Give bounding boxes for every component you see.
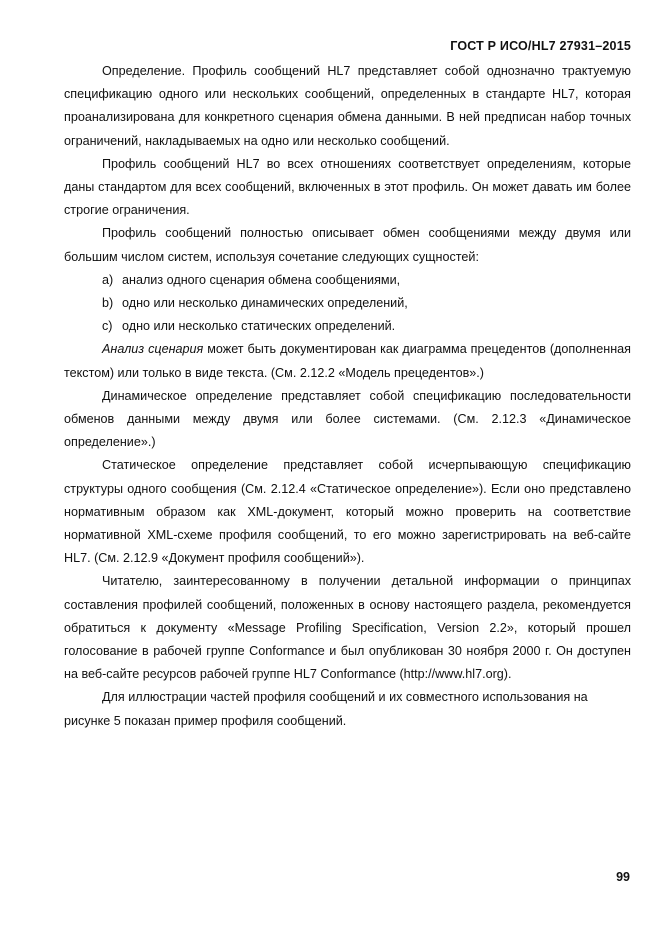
list-item bbox=[64, 315, 631, 338]
list-marker: c) bbox=[102, 319, 113, 334]
paragraph-dynamic-definition: Динамическое определение представляет собой спецификацию последовательности обменов данными между двумя или более системами. (См. 2.12.3 «Динамическое определение».) bbox=[64, 388, 631, 450]
list-item-text: одно или несколько динамических определений, bbox=[122, 296, 408, 311]
paragraph-entities: Профиль сообщений полностью описывает обмен сообщениями между двумя или большим числом систем, используя сочетание следующих сущностей: bbox=[64, 226, 631, 264]
paragraph-static-definition: Статическое определение представляет собой исчерпывающую спецификацию структуры одного сообщения (См. 2.12.4 «Статическое определение»). Если оно представлено нормативным образом как XML-документ, который можно проверить на соответствие нормативной XML-схеме профиля сообщений, то его можно зарегистрировать на веб-сайте HL7. (См. 2.12.9 «Документ профиля сообщений»). bbox=[64, 458, 631, 566]
paragraph-definition: Определение. Профиль сообщений HL7 представляет собой однозначно трактуемую спецификацию одного или нескольких сообщений, определенных в стандарте HL7, которая проанализирована для конкретного сценария обмена данными. В ней предписан набор точных ограничений, накладываемых на одно или несколько сообщений. bbox=[64, 64, 631, 148]
list-marker: b) bbox=[102, 296, 114, 311]
body-text bbox=[64, 60, 631, 733]
page-number: 99 bbox=[616, 870, 630, 884]
standard-header: ГОСТ Р ИСО/HL7 27931–2015 bbox=[450, 39, 631, 53]
paragraph-scenario-text: может быть документирован как диаграмма прецедентов (дополненная текстом) или только в виде текста. (См. 2.12.2 «Модель прецедентов».) bbox=[64, 342, 632, 380]
paragraph-scenario-analysis bbox=[64, 338, 631, 384]
list-marker: a) bbox=[102, 272, 114, 287]
list-item bbox=[64, 269, 631, 292]
paragraph-reader-reference: Читателю, заинтересованному в получении детальной информации о принципах составления профилей сообщений, положенных в основу настоящего раздела, рекомендуется обратиться к документу «Message Profiling Specification, Version 2.2», который прошел голосование в рабочей группе Conformance и был опубликован 30 ноября 2000 г. Он доступен на веб-сайте ресурсов рабочей группе HL7 Conformance (http://www.hl7.org). bbox=[64, 574, 631, 682]
list-item-text: анализ одного сценария обмена сообщениями, bbox=[122, 272, 401, 287]
paragraph-illustration: Для иллюстрации частей профиля сообщений и их совместного использования на рисунке 5 показан пример профиля сообщений. bbox=[64, 690, 588, 728]
paragraph-conformance: Профиль сообщений HL7 во всех отношениях соответствует определениям, которые даны стандартом для всех сообщений, включенных в этот профиль. Он может давать им более строгие ограничения. bbox=[64, 156, 631, 218]
list-item-text: одно или несколько статических определений. bbox=[122, 319, 396, 334]
italic-term: Анализ сценария bbox=[102, 342, 204, 357]
list-item bbox=[64, 292, 631, 315]
